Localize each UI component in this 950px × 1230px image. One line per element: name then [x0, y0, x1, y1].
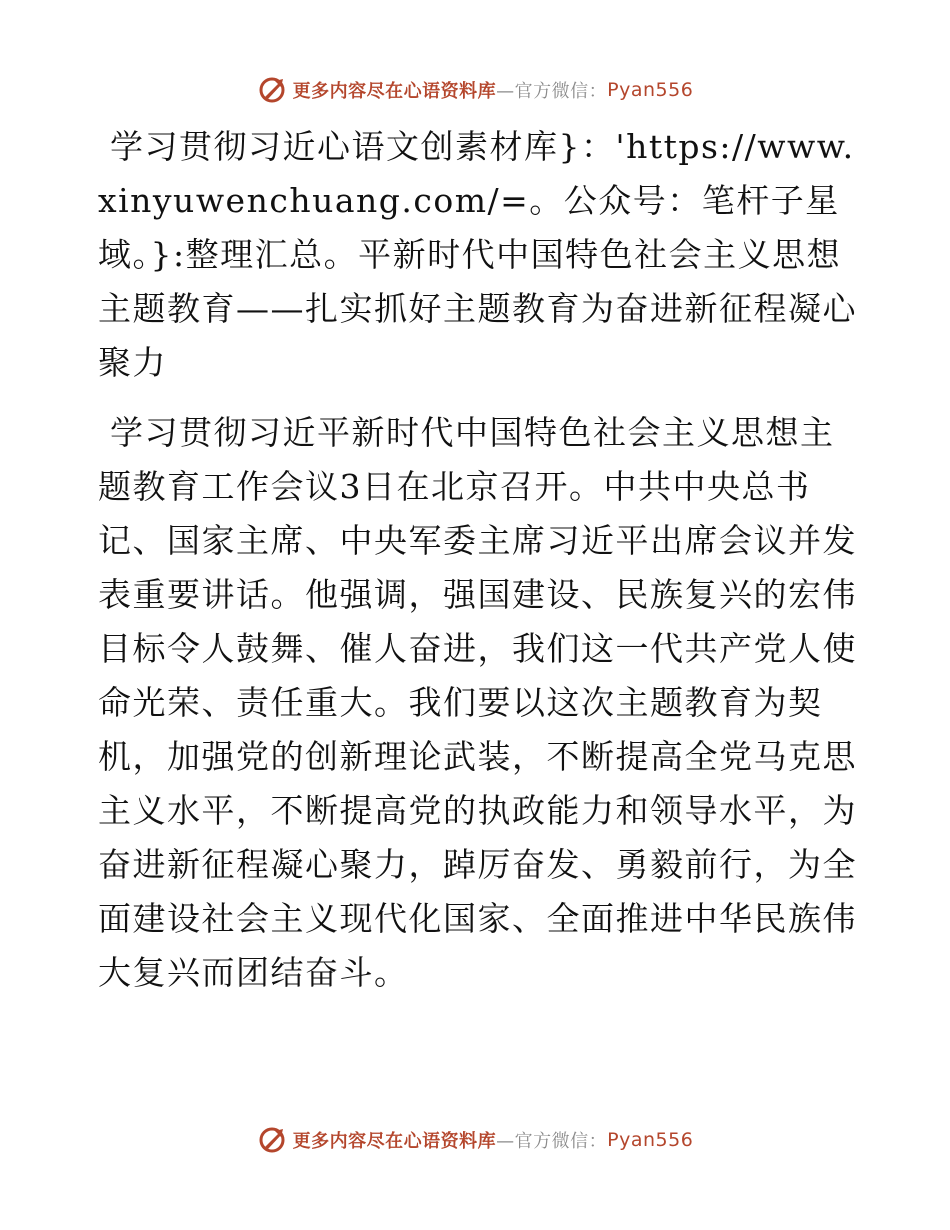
- footer-banner-wechat-id: Pyan556: [607, 1129, 694, 1151]
- footer-banner-separator: —官方微信：: [496, 1131, 608, 1152]
- footer-watermark-banner: [0, 1120, 950, 1160]
- header-banner-title: 更多内容尽在心语资料库: [292, 81, 497, 102]
- quill-logo-icon: [257, 75, 287, 105]
- header-banner-wechat-id: Pyan556: [607, 79, 694, 101]
- paragraph-body: 学习贯彻习近平新时代中国特色社会主义思想主题教育工作会议3日在北京召开。中共中央总书记、国家主席、中央军委主席习近平出席会议并发表重要讲话。他强调，强国建设、民族复兴的宏伟目标令人鼓舞、催人奋进，我们这一代共产党人使命光荣、责任重大。我们要以这次主题教育为契机，加强党的创新理论武装，不断提高全党马克思主义水平，不断提高党的执政能力和领导水平，为奋进新征程凝心聚力，踔厉奋发、勇毅前行，为全面建设社会主义现代化国家、全面推进中华民族伟大复兴而团结奋斗。: [98, 413, 857, 992]
- document-body: [98, 120, 858, 1000]
- quill-logo-icon: [257, 1125, 287, 1155]
- header-watermark-banner: [0, 70, 950, 110]
- paragraph-title: 学习贯彻习近心语文创素材库}：'https://www.xinyuwenchuang.com/=。公众号：笔杆子星域。}:整理汇总。平新时代中国特色社会主义思想主题教育——扎实抓好主题教育为奋进新征程凝心聚力: [98, 127, 857, 382]
- header-banner-separator: —官方微信：: [496, 81, 608, 102]
- footer-banner-title: 更多内容尽在心语资料库: [292, 1131, 497, 1152]
